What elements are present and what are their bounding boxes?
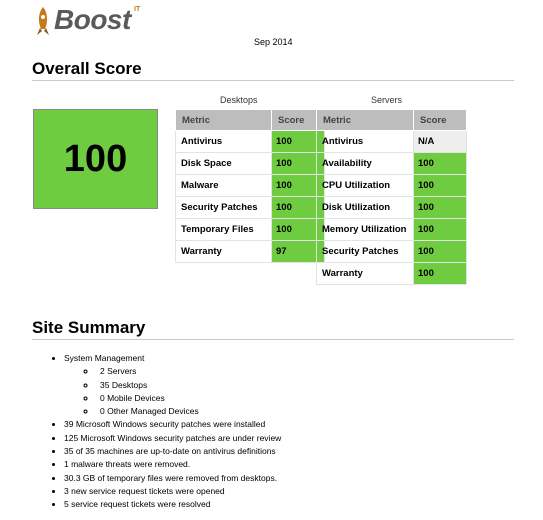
table-row [317,131,467,153]
metric-name: Malware [176,175,272,197]
metric-score: 100 [414,153,467,175]
table-row [176,153,325,175]
table-row [317,263,467,285]
rocket-icon [34,6,52,36]
site-summary-list [40,352,281,512]
metric-score: 100 [272,175,325,197]
desktops-table [175,109,325,263]
table-row [176,175,325,197]
table-row [317,197,467,219]
list-item: • 5 service request tickets were resolved [64,498,281,511]
table-row [317,175,467,197]
list-item: • 1 malware threats were removed. [64,458,281,471]
column-header-score: Score [272,110,325,131]
metric-score: 100 [272,153,325,175]
metric-name: Warranty [176,241,272,263]
metric-name: Availability [317,153,414,175]
list-item [64,352,281,418]
table-row [176,241,325,263]
metric-score: 100 [272,197,325,219]
metric-name: Antivirus [317,131,414,153]
metric-score: 97 [272,241,325,263]
metric-score: 100 [414,175,467,197]
metric-score: 100 [414,263,467,285]
metric-name: Antivirus [176,131,272,153]
metric-score: 100 [414,197,467,219]
metric-score: N/A [414,131,467,153]
table-row [317,219,467,241]
list-item: • 3 new service request tickets were opened [64,485,281,498]
system-management-sublist [64,365,281,418]
column-header-metric: Metric [317,110,414,131]
heading-divider [32,80,514,81]
sublist-item: ◦ 35 Desktops [96,379,281,392]
column-header-metric: Metric [176,110,272,131]
metric-name: Memory Utilization [317,219,414,241]
table-row [317,241,467,263]
sublist-item: ◦ 0 Other Managed Devices [96,405,281,418]
list-item: • 39 Microsoft Windows security patches were installed [64,418,281,431]
logo-superscript: IT [134,6,141,13]
overall-score-heading: Overall Score [32,59,142,78]
table-row [176,219,325,241]
metric-name: Disk Space [176,153,272,175]
metric-name: Security Patches [176,197,272,219]
metric-score: 100 [272,131,325,153]
column-header-score: Score [414,110,467,131]
sublist-item: ◦ 2 Servers [96,365,281,378]
list-item: • 125 Microsoft Windows security patches are under review [64,432,281,445]
desktops-caption: Desktops [220,95,258,105]
metric-name: CPU Utilization [317,175,414,197]
servers-caption: Servers [371,95,403,105]
metric-score: 100 [414,241,467,263]
list-item: • 30.3 GB of temporary files were removed from desktops. [64,472,281,485]
table-row [176,197,325,219]
report-date: Sep 2014 [254,37,293,47]
metric-name: Warranty [317,263,414,285]
heading-divider [32,339,514,340]
logo-wordmark: Boost [54,4,131,35]
table-row [176,131,325,153]
metric-name: Security Patches [317,241,414,263]
overall-score-value: 100 [33,109,158,209]
sublist-item: ◦ 0 Mobile Devices [96,392,281,405]
table-row [317,153,467,175]
metric-name: Temporary Files [176,219,272,241]
list-item: • 35 of 35 machines are up-to-date on antivirus definitions [64,445,281,458]
metric-score: 100 [414,219,467,241]
site-summary-heading: Site Summary [32,318,146,337]
servers-table [316,109,467,285]
boost-logo [34,4,164,38]
metric-score: 100 [272,219,325,241]
metric-name: Disk Utilization [317,197,414,219]
list-item-text: System Management [64,353,145,363]
